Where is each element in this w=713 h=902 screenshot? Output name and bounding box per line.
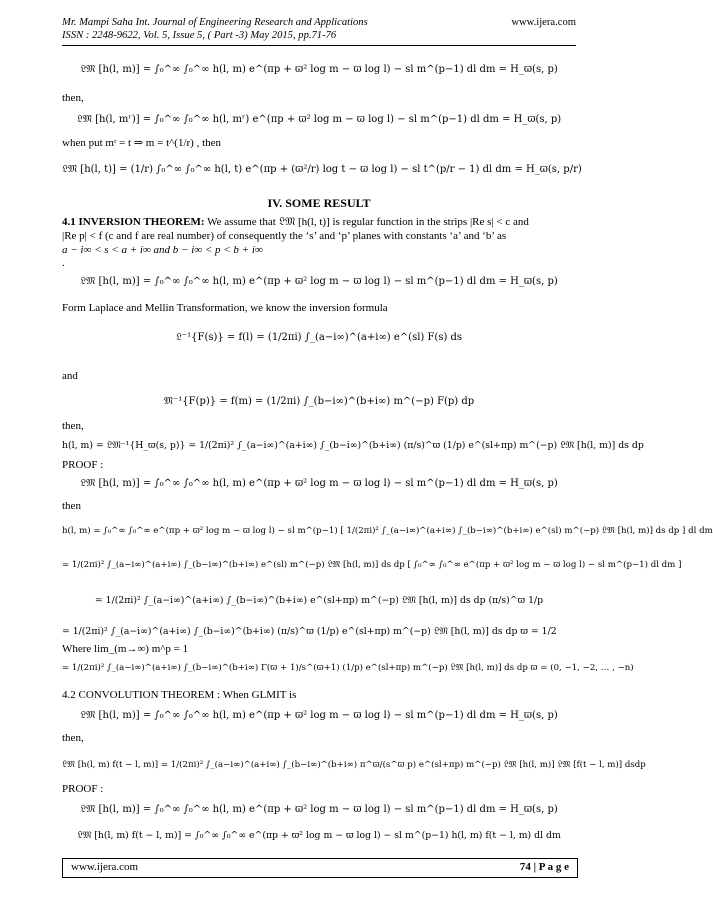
equation-9: h(l, m) = ∫₀^∞ ∫₀^∞ e^(πp + ϖ² log m − ϖ log l) − sl m^(p−1) [ 1/(2πi)² ∫_(a−i∞)^(a+i∞) ∫_(b−i∞)^(b+i∞) e^(sl) m^(−p) 𝔏𝔐 [h(l, m)] ds dp ] dl dm xyxy=(62,526,713,536)
text-when-put: when put mʳ = t ⇒ m = t^(1/r) , then xyxy=(62,137,222,149)
equation-6: 𝔐⁻¹{F(p)} = f(m) = (1/2πi) ∫_(b−i∞)^(b+i∞) m^(−p) F(p) dp xyxy=(163,396,475,407)
text-where-limit: Where lim_(m→∞) m^p = 1 xyxy=(62,643,189,655)
page-number: 74 | P a g e xyxy=(519,861,569,873)
equation-4: 𝔏𝔐 [h(l, m)] = ∫₀^∞ ∫₀^∞ h(l, m) e^(πp + ϖ² log m − ϖ log l) − sl m^(p−1) dl dm = H_ϖ(s, p) xyxy=(80,276,558,287)
equation-8: 𝔏𝔐 [h(l, m)] = ∫₀^∞ ∫₀^∞ h(l, m) e^(πp + ϖ² log m − ϖ log l) − sl m^(p−1) dl dm = H_ϖ(s, p) xyxy=(80,478,558,489)
equation-12: = 1/(2πi)² ∫_(a−i∞)^(a+i∞) ∫_(b−i∞)^(b+i∞) (π/s)^ϖ (1/p) e^(sl+πp) m^(−p) 𝔏𝔐 [h(l, m)] ds dp ϖ = 1/2 xyxy=(62,626,557,637)
equation-3: 𝔏𝔐 [h(l, t)] = (1/r) ∫₀^∞ ∫₀^∞ h(l, t) e^(πp + (ϖ²/r) log t − ϖ log l) − sl t^(p/r − 1) dl dm = H_ϖ(s, p/r) xyxy=(62,164,582,175)
journal-website: www.ijera.com xyxy=(511,17,576,28)
text-then-4: then, xyxy=(62,732,84,744)
text-then: then, xyxy=(62,92,84,104)
equation-14: 𝔏𝔐 [h(l, m)] = ∫₀^∞ ∫₀^∞ h(l, m) e^(πp + ϖ² log m − ϖ log l) − sl m^(p−1) dl dm = H_ϖ(s, p) xyxy=(80,710,558,721)
text-and: and xyxy=(62,370,78,382)
equation-7: h(l, m) = 𝔏𝔐⁻¹{H_ϖ(s, p)} = 1/(2πi)² ∫_(a−i∞)^(a+i∞) ∫_(b−i∞)^(b+i∞) (π/s)^ϖ (1/p) e^(sl+πp) m^(−p) 𝔏𝔐 [h(l, m)] ds dp xyxy=(62,440,644,451)
footer-website: www.ijera.com xyxy=(71,861,139,873)
equation-11: = 1/(2πi)² ∫_(a−i∞)^(a+i∞) ∫_(b−i∞)^(b+i∞) e^(sl+πp) m^(−p) 𝔏𝔐 [h(l, m)] ds dp (π/s)^ϖ 1/p xyxy=(94,595,544,606)
equation-10: = 1/(2πi)² ∫_(a−i∞)^(a+i∞) ∫_(b−i∞)^(b+i∞) e^(sl) m^(−p) 𝔏𝔐 [h(l, m)] ds dp [ ∫₀^∞ ∫₀^∞ e^(πp + ϖ² log m − ϖ log l) − sl m^(p−1) dl dm ] xyxy=(62,560,682,570)
inversion-text-3: a − i∞ < s < a + i∞ and b − i∞ < p < b + i∞ xyxy=(62,244,263,256)
equation-13: = 1/(2πi)² ∫_(a−i∞)^(a+i∞) ∫_(b−i∞)^(b+i∞) Γ(ϖ + 1)/s^(ϖ+1) (1/p) e^(sl+πp) m^(−p) 𝔏𝔐 [h(l, m)] ds dp ϖ = (0, −1, −2, … , −n) xyxy=(62,663,634,673)
equation-15: 𝔏𝔐 [h(l, m) f(t − l, m)] = 1/(2πi)² ∫_(a−i∞)^(a+i∞) ∫_(b−i∞)^(b+i∞) π^ϖ/(s^ϖ p) e^(sl+πp) m^(−p) 𝔏𝔐 [h(l, m)] 𝔏𝔐 [f(t − l, m)] dsdp xyxy=(62,760,646,770)
journal-citation: Mr. Mampi Saha Int. Journal of Engineering Research and Applications xyxy=(62,17,368,28)
text-form-laplace: Form Laplace and Mellin Transformation, we know the inversion formula xyxy=(62,302,388,314)
inversion-text-1: We assume that 𝔏𝔐 [h(l, t)] is regular function in the strips |Re s| < c and xyxy=(204,216,529,228)
text-then-3: then xyxy=(62,500,81,512)
journal-header xyxy=(62,16,576,42)
convolution-theorem-title: 4.2 CONVOLUTION THEOREM : When GLMIT is xyxy=(62,689,297,701)
journal-issn: ISSN : 2248-9622, Vol. 5, Issue 5, ( Part -3) May 2015, pp.71-76 xyxy=(62,30,337,41)
equation-1: 𝔏𝔐 [h(l, m)] = ∫₀^∞ ∫₀^∞ h(l, m) e^(πp + ϖ² log m − ϖ log l) − sl m^(p−1) dl dm = H_ϖ(s, p) xyxy=(80,64,558,75)
header-divider xyxy=(62,45,576,46)
equation-2: 𝔏𝔐 [h(l, mʳ)] = ∫₀^∞ ∫₀^∞ h(l, mʳ) e^(πp + ϖ² log m − ϖ log l) − sl m^(p−1) dl dm = H_ϖ(s, p) xyxy=(76,114,562,125)
page-footer xyxy=(62,858,578,878)
section-heading: IV. SOME RESULT xyxy=(267,196,371,210)
proof-label: PROOF : xyxy=(62,459,104,471)
equation-5: 𝔏⁻¹{F(s)} = f(l) = (1/2πi) ∫_(a−i∞)^(a+i∞) e^(sl) F(s) ds xyxy=(175,332,463,343)
text-then-2: then, xyxy=(62,420,84,432)
equation-17: 𝔏𝔐 [h(l, m) f(t − l, m)] = ∫₀^∞ ∫₀^∞ e^(πp + ϖ² log m − ϖ log l) − sl m^(p−1) h(l, m) f(t − l, m) dl dm xyxy=(77,830,561,841)
inversion-text-2: |Re p| < f (c and f are real number) of consequently the ‘s’ and ‘p’ planes with constants ‘a’ and ‘b’ as xyxy=(62,230,507,242)
proof-label-2: PROOF : xyxy=(62,783,104,795)
equation-16: 𝔏𝔐 [h(l, m)] = ∫₀^∞ ∫₀^∞ h(l, m) e^(πp + ϖ² log m − ϖ log l) − sl m^(p−1) dl dm = H_ϖ(s, p) xyxy=(80,804,558,815)
inversion-theorem-title: 4.1 INVERSION THEOREM: xyxy=(62,216,205,228)
text-dot: . xyxy=(62,257,65,269)
